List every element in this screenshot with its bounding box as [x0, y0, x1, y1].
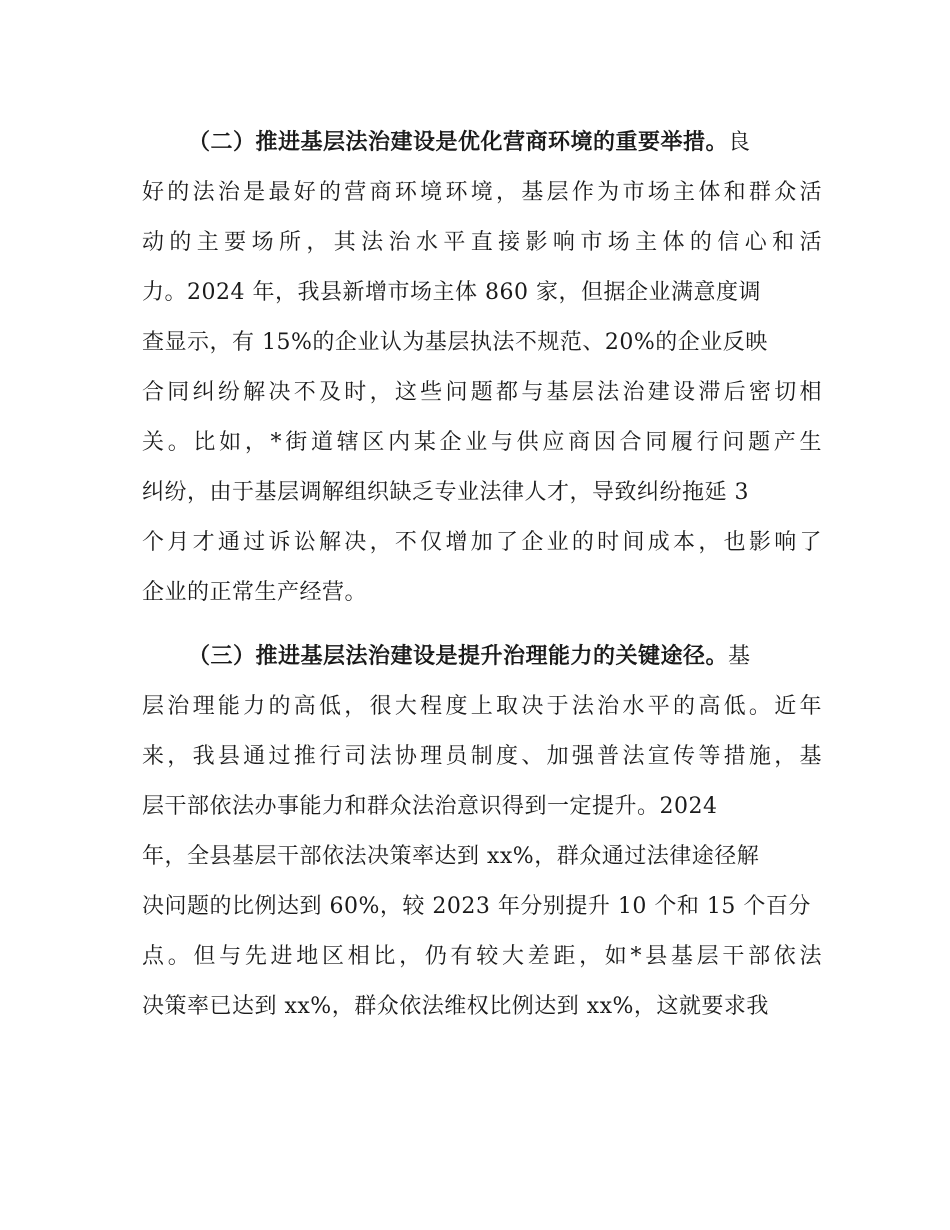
section2-line-7: 纠纷，由于基层调解组织缺乏专业法律人才，导致纠纷拖延 3: [142, 480, 749, 505]
section3-line-1: 层治理能力的高低，很大程度上取决于法治水平的高低。近年: [142, 694, 822, 719]
section3-line-3: 层干部依法办事能力和群众法治意识得到一定提升。2024: [142, 794, 718, 819]
section2-line-0: 良: [728, 130, 751, 155]
section2-line-8: 个月才通过诉讼解决，不仅增加了企业的时间成本，也影响了: [142, 530, 822, 555]
section3-heading-line: [188, 642, 822, 672]
section3-line-4: 年，全县基层干部依法决策率达到 xx%，群众通过法律途径解: [142, 844, 760, 869]
section3-heading: （三）推进基层法治建设是提升治理能力的关键途径。: [188, 644, 729, 669]
section3-line-6: 点。但与先进地区相比，仍有较大差距，如*县基层干部依法: [142, 944, 822, 969]
section2-line-9: 企业的正常生产经营。: [142, 580, 368, 605]
section2-line-3: 力。2024 年，我县新增市场主体 860 家，但据企业满意度调: [142, 280, 761, 305]
section2-heading-line: [188, 128, 822, 158]
section2-line-6: 关。比如，*街道辖区内某企业与供应商因合同履行问题产生: [142, 430, 822, 455]
section2-heading: （二）推进基层法治建设是优化营商环境的重要举措。: [188, 130, 729, 155]
section3-line-2: 来，我县通过推行司法协理员制度、加强普法宣传等措施，基: [142, 744, 822, 769]
section3-line-5: 决问题的比例达到 60%，较 2023 年分别提升 10 个和 15 个百分: [142, 894, 811, 919]
section2-line-5: 合同纠纷解决不及时，这些问题都与基层法治建设滞后密切相: [142, 380, 822, 405]
section2-line-2: 动的主要场所，其法治水平直接影响市场主体的信心和活: [142, 230, 822, 255]
section3-line-7: 决策率已达到 xx%，群众依法维权比例达到 xx%，这就要求我: [142, 994, 769, 1019]
section3-line-0: 基: [728, 644, 751, 669]
section2-line-1: 好的法治是最好的营商环境环境，基层作为市场主体和群众活: [142, 180, 822, 205]
section2-line-4: 查显示，有 15%的企业认为基层执法不规范、20%的企业反映: [142, 330, 768, 355]
